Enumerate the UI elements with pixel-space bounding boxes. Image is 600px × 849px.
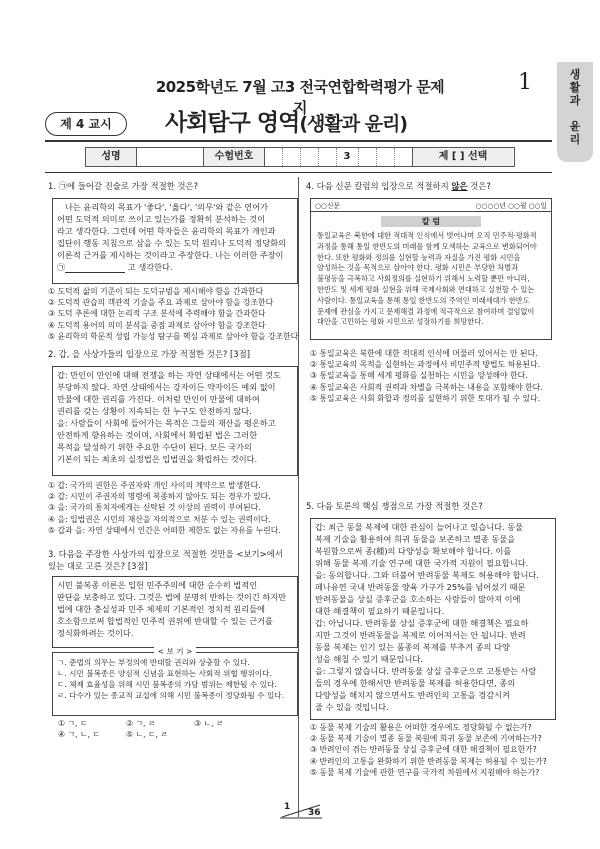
q5-passage-line: 복제 기술을 활용하여 희귀 동물을 보존하고 멸종 동물을 xyxy=(315,534,516,544)
q1-passage-box xyxy=(52,198,298,284)
q2-passage-line: 을: 사람들이 사회에 들어가는 목적은 그들의 재산을 평온하고 xyxy=(57,418,276,428)
page-current: 1 xyxy=(284,802,291,812)
answer-option[interactable]: ③ ㄴ, ㄹ xyxy=(194,719,224,728)
answer-option[interactable]: ③ 반려인이 겪는 반려동물 상실 증후군에 대한 해결책이 필요한가? xyxy=(310,745,537,755)
q2-passage-line: 만물에 대한 권리를 가진다. 이처럼 만인이 만물에 대하여 xyxy=(57,394,260,404)
q5-options xyxy=(310,722,547,778)
q1-passage-line: 이론적 근거를 제시하는 것이라고 주장한다. 나는 이러한 주장이 xyxy=(57,250,284,260)
q5-passage-line: 들의 경우에 한해서만 반려동물 복제를 허용한다면, 종의 xyxy=(315,678,516,688)
bogi-item: ㄱ. 준법의 의무는 부정의에 반대할 권리와 상충할 수 있다. xyxy=(57,658,250,667)
q2-passage-line: 부당하지 않다. 자연 상태에서는 강자이든 약자이든 예외 없이 xyxy=(57,382,276,392)
q3-stem-line: 3. 다음을 주장한 사상가의 입장으로 적절한 것만을 <보기>에서 xyxy=(48,549,283,559)
newspaper-header xyxy=(311,199,551,212)
q1-passage-line: 어떤 도덕적 의미로 쓰이고 있는가를 정확히 분석하는 것이 xyxy=(57,214,266,224)
q4-passage-line: 불평등을 극복하고 사회정의를 실현하기 위해서 노력할 뿐만 아니라, xyxy=(317,274,530,284)
q4-stem-part: 것은? xyxy=(467,181,491,191)
answer-option[interactable]: ① 갑: 국가의 권한은 주권자와 개인 사이의 계약으로 발생한다. xyxy=(48,481,261,490)
answer-option[interactable]: ② ㄱ, ㄹ xyxy=(126,719,156,728)
answer-option[interactable]: ④ 을: 입법권은 시민의 재산을 자의적으로 처분 수 있는 권력이다. xyxy=(48,514,271,524)
bogi-item: ㄴ. 시민 불복종은 양심적 신념을 표현하는 사회적 위협 행위이다. xyxy=(57,669,272,678)
q1-passage xyxy=(57,201,293,273)
subject-side-tab xyxy=(557,62,593,162)
q5-passage-line: 동물 복제는 인기 있는 품종의 복제를 부추겨 종의 다양 xyxy=(315,642,510,652)
q3-passage-line: 판단을 보충하고 있다. 그것은 법에 분명히 반하는 것이긴 하지만 xyxy=(57,592,287,602)
q4-options xyxy=(310,348,543,404)
q5-passage-line: 갑: 아닙니다. 반려동물 상실 증후군에 대한 해결책은 필요하 xyxy=(315,618,529,628)
q5-passage-line: 줄 수 있을 것입니다. xyxy=(315,702,389,712)
name-field[interactable] xyxy=(137,148,203,166)
header-rule xyxy=(45,140,552,142)
q4-stem-part: 4. 다음 신문 칼럼의 입장으로 적절하지 xyxy=(306,181,452,191)
elective-selector[interactable]: 제 [ ] 선택 xyxy=(413,148,513,166)
side-tab-char: 윤 xyxy=(569,120,581,133)
answer-option[interactable]: ① 도덕적 삶의 기준이 되는 도덕규범을 제시해야 함을 간과한다 xyxy=(48,287,264,296)
q4-passage-line: 한다. 또한 평화와 정의를 실현할 능력과 자질을 가진 평화 시민을 xyxy=(317,252,521,262)
answer-option[interactable]: ④ ㄱ, ㄴ, ㄷ xyxy=(58,730,100,740)
q3-stem xyxy=(48,548,283,572)
q3-passage xyxy=(57,579,293,639)
q5-passage-line: 성을 해칠 수 있기 때문입니다. xyxy=(315,654,423,664)
exam-number-digit: 3 xyxy=(343,151,351,162)
answer-option[interactable]: ① 동물 복제 기술의 활용은 어떠한 경우에도 정당화될 수 없는가? xyxy=(310,723,532,732)
q4-stem-emphasis: 않은 xyxy=(451,181,468,191)
q3-options xyxy=(58,718,294,740)
side-tab-char xyxy=(557,107,593,120)
q1-passage-line xyxy=(57,261,293,273)
answer-option[interactable]: ① ㄱ, ㄷ xyxy=(58,719,88,728)
q5-passage xyxy=(315,521,551,713)
q1-passage-line: 나는 윤리학의 목표가 '좋다', '옳다', '의무'와 같은 연어가 xyxy=(65,202,269,212)
answer-option[interactable]: ④ 통일교육은 사회적 권력과 차별을 극복하는 내용을 포함해야 한다. xyxy=(310,382,543,392)
column-tag: 칼 럼 xyxy=(381,216,481,227)
q5-passage-line: 갑: 최근 동물 복제에 대한 관심이 늘어나고 있습니다. 동물 xyxy=(315,522,524,532)
q1-passage-end: 고 생각한다. xyxy=(125,262,173,272)
newspaper-name: ○○신문 xyxy=(315,202,340,210)
q5-passage-line: 을: 동의합니다. 그와 더불어 반려동물 복제도 허용해야 합니다. xyxy=(315,570,539,580)
q4-passage-line: 한반도 및 세계 평화 실현을 위해 국제사회와 연대하고 실천할 수 있는 xyxy=(317,284,535,294)
q3-passage-line: 호소함으로써 합법적인 민주적 권위에 반대할 수 있는 근거를 xyxy=(57,616,273,626)
q3-passage-box xyxy=(52,576,298,648)
answer-option[interactable]: ② 도덕적 관습의 객관적 기술을 주요 과제로 삼아야 함을 강조한다 xyxy=(48,298,274,308)
answer-option[interactable]: ② 갑: 시민이 주권자의 명령에 복종하지 않아도 되는 경우가 있다. xyxy=(48,492,271,502)
q2-passage-line: 안전하게 향유하는 것이며, 사회에서 확립된 법은 그러한 xyxy=(57,430,258,440)
q2-passage-line: 갑: 만인이 만인에 대해 전쟁을 하는 자연 상태에서는 어떤 것도 xyxy=(57,370,281,380)
column-divider xyxy=(298,177,299,817)
q5-passage-line: 페나유연 국내 반려동물 양육 가구가 25%를 넘어섰기 때문 xyxy=(315,582,526,592)
q4-passage xyxy=(311,229,551,330)
q3-bogi-box xyxy=(52,647,298,716)
answer-option[interactable]: ⑤ 갑과 을: 자연 상태에서 인간은 어떠한 제한도 없는 자유를 누린다. xyxy=(48,525,281,535)
bogi-item: ㄷ. 체제 효율성을 위해 시민 불복종의 가담 범위는 제한될 수 있다. xyxy=(57,680,277,689)
q3-bogi-list xyxy=(57,657,293,701)
answer-option[interactable]: ⑤ 동물 복제 기술에 관한 연구를 국가적 차원에서 지원해야 하는가? xyxy=(310,767,540,777)
q5-passage-line: 위해 동물 복제 기술 연구에 대한 국가적 지원이 필요합니다. xyxy=(315,558,529,568)
answer-option[interactable]: ④ 반려인의 고통을 완화하기 위한 반려동물 복제는 허용될 수 있는가? xyxy=(310,756,547,766)
candidate-info-row xyxy=(85,147,515,167)
exam-number-label: 수험번호 xyxy=(204,148,264,166)
answer-option[interactable]: ③ 을: 국가의 통치자에게는 신탁된 것 이상의 권력이 부여된다. xyxy=(48,503,261,513)
side-tab-text xyxy=(557,68,593,146)
info-rule xyxy=(45,172,552,173)
q3-passage-line: 정식화하려는 것이다. xyxy=(57,628,134,638)
q4-newspaper xyxy=(310,198,552,340)
q3-passage-line: 시민 불복종 이론은 입헌 민주주의에 대한 순수히 법적인 xyxy=(57,580,258,590)
side-tab-char: 과 xyxy=(569,94,581,107)
exam-title: 2025학년도 7월 고3 전국연합학력평가 문제지 xyxy=(155,78,445,117)
q4-stem xyxy=(306,180,491,192)
newspaper-date: ○○○○년 ○○월 ○○일 xyxy=(475,202,547,210)
q2-options xyxy=(48,480,281,536)
answer-option[interactable]: ③ 통일교육을 통해 세계 평화를 실천하는 시민을 양성해야 한다. xyxy=(310,371,528,381)
q4-passage-line: 대안을 고민하는 평화 시민으로 성장하기를 희망한다. xyxy=(317,317,484,327)
q5-passage-line: 반려동물을 상실 증후군을 호소하는 사람들이 많아져 이에 xyxy=(315,594,521,604)
side-tab-char: 생 xyxy=(569,68,581,81)
answer-option[interactable]: ⑤ 통일교육은 사회 화합과 정의를 실현하기 위한 토대가 될 수 있다. xyxy=(310,393,541,403)
page-total: 36 xyxy=(308,808,321,818)
q1-passage-line: 라고 생각한다. 그런데 어떤 학자들은 윤리학의 목표가 개인과 xyxy=(57,226,276,236)
q2-passage-line: 목적을 달성하기 위한 주요한 수단이 된다. 모든 국가의 xyxy=(57,442,252,452)
q2-passage-line: 기본이 되는 최초의 실정법은 입법권을 확립하는 것이다. xyxy=(57,454,258,464)
answer-option[interactable]: ② 통일교육의 목적을 실현하는 과정에서 비민주적 방법도 허용된다. xyxy=(310,360,541,370)
side-tab-char: 활 xyxy=(569,81,581,94)
q5-passage-line: 다양성을 해치지 않으면서도 반려인의 고통을 경감시켜 xyxy=(315,690,510,700)
answer-option[interactable]: ① 통일교육은 북한에 대한 적대적 인식에 머물러 있어서는 안 된다. xyxy=(310,349,538,358)
q2-passage-line: 권리를 갖는 상황이 지속되는 한 누구도 안전하지 않다. xyxy=(57,406,252,416)
name-label: 성명 xyxy=(86,148,136,166)
page-indicator xyxy=(280,803,322,822)
q5-passage-line: 지만 그것이 반려동물을 복제로 이어져서는 안 됩니다. 반려 xyxy=(315,630,526,640)
q1-options xyxy=(48,286,298,342)
q4-stem-text xyxy=(306,181,491,191)
answer-option[interactable]: ④ 도덕적 용어의 의미 분석을 중점 과제로 삼아야 함을 강조한다 xyxy=(48,320,266,330)
q4-passage-line: 문제에 관심을 가지고 문제해결 과정에 적극적으로 참여하며 결임없이 xyxy=(317,306,535,316)
q3-passage-line: 법에 대한 충실성과 민주 체제의 기본적인 정치적 원리들에 xyxy=(57,604,266,614)
q2-stem: 2. 갑, 을 사상가들의 입장으로 가장 적절한 것은? [3점] xyxy=(48,349,250,359)
q2-passage-box xyxy=(52,366,298,476)
q3-stem-line: 있는 대로 고른 것은? [3점] xyxy=(48,561,148,571)
q4-passage-line: 양성하는 것을 목적으로 삼아야 한다. 평화 시민은 부당한 차별과 xyxy=(317,263,519,273)
subject-main: 사회탐구 영역 xyxy=(165,110,300,136)
side-tab-char: 리 xyxy=(569,133,581,146)
session-badge: 제 4 교시 xyxy=(45,112,127,136)
answer-option[interactable]: ⑤ ㄴ, ㄷ, ㄹ xyxy=(126,730,168,740)
q1-passage-line: 집단이 행동 지침으로 삼을 수 있는 도덕 원리나 도덕적 정당화의 xyxy=(57,238,287,248)
answer-option[interactable]: ⑤ 윤리학의 학문적 성립 가능성 탐구를 핵심 과제로 삼아야 함을 강조한다 xyxy=(48,331,299,341)
subject-title xyxy=(165,104,407,137)
q5-passage-box xyxy=(310,518,556,720)
page-number: 1 xyxy=(518,70,532,95)
q5-passage-line: 대한 해결책이 필요하기 때문입니다. xyxy=(315,606,445,616)
q2-passage xyxy=(57,369,293,465)
q1-blank-marker: ㉠ xyxy=(57,262,66,272)
q1-stem: 1. ㉠에 들어갈 진술로 가장 적절한 것은? xyxy=(48,181,199,191)
q5-passage-line: 복원함으로써 종(種)의 다양성을 확보해야 합니다. 이를 xyxy=(315,546,512,556)
answer-option[interactable]: ③ 도덕 추론에 대한 논리적 구조 분석에 주력해야 함을 간과한다 xyxy=(48,309,266,319)
q4-passage-line: 과정을 통해 통일 한반도의 미래를 함께 모색하는 교육으로 변화되어야 xyxy=(317,241,537,251)
q4-passage-line: 사람이다. 통일교육을 통해 통일 한반도의 주역인 미래세대가 한반도 xyxy=(317,295,530,305)
q5-stem: 5. 다음 토론의 핵심 쟁점으로 가장 적절한 것은? xyxy=(306,501,483,511)
bogi-title: < 보 기 > xyxy=(154,647,197,656)
answer-option[interactable]: ② 동물 복제 기술이 멸종 동물 복원에 희귀 동물 보존에 기여하는가? xyxy=(310,734,542,744)
q5-passage-line: 을: 그렇지 않습니다. 반려동물 상실 증후군으로 고통받는 사람 xyxy=(315,666,537,676)
subject-sub: (생활과 윤리) xyxy=(299,113,408,135)
q1-blank-line xyxy=(65,262,125,273)
bogi-item: ㄹ. 다수가 있는 종교적 교섭에 의해 시민 불복종이 정당화될 수 있다. xyxy=(57,691,285,700)
q4-passage-line: 통일교육은 북한에 대한 적대적 인식에서 벗어나며 오직 민주적·평화적 xyxy=(317,231,537,240)
